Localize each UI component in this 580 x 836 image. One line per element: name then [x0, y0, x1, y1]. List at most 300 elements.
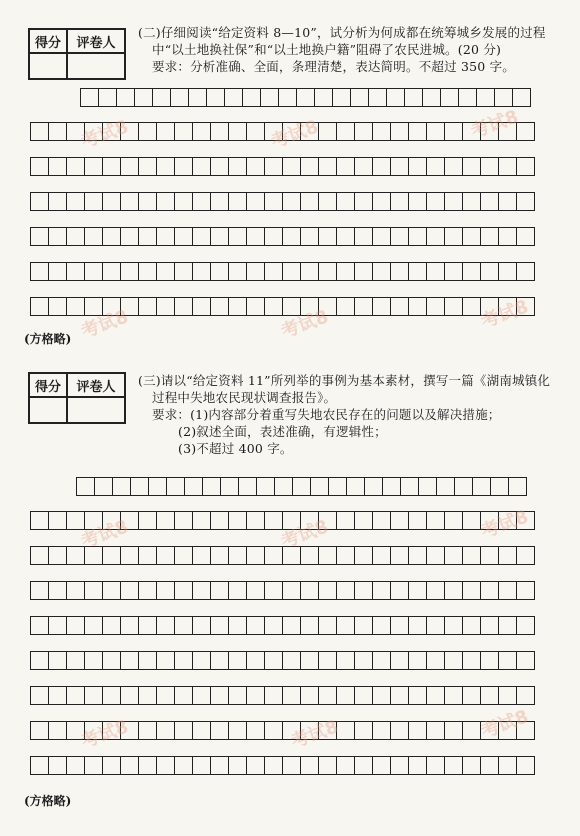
grid-cell[interactable] [246, 686, 265, 705]
grid-cell[interactable] [174, 262, 193, 281]
grid-cell[interactable] [102, 546, 121, 565]
grid-cell[interactable] [202, 477, 221, 496]
grid-cell[interactable] [516, 511, 535, 530]
grid-cell[interactable] [336, 616, 355, 635]
grid-cell[interactable] [174, 511, 193, 530]
grid-row[interactable] [76, 477, 526, 496]
grid-cell[interactable] [336, 756, 355, 775]
grid-cell[interactable] [66, 227, 85, 246]
grid-cell[interactable] [228, 511, 247, 530]
grid-cell[interactable] [408, 616, 427, 635]
grid-cell[interactable] [390, 227, 409, 246]
grid-cell[interactable] [84, 122, 103, 141]
grid-cell[interactable] [336, 581, 355, 600]
grid-cell[interactable] [120, 581, 139, 600]
grid-cell[interactable] [30, 192, 49, 211]
grid-cell[interactable] [498, 227, 517, 246]
grid-cell[interactable] [156, 122, 175, 141]
grid-cell[interactable] [282, 616, 301, 635]
grid-cell[interactable] [516, 122, 535, 141]
grid-cell[interactable] [84, 297, 103, 316]
grid-cell[interactable] [228, 262, 247, 281]
grid-cell[interactable] [318, 546, 337, 565]
grid-cell[interactable] [354, 686, 373, 705]
grid-cell[interactable] [282, 721, 301, 740]
grid-cell[interactable] [84, 686, 103, 705]
grid-cell[interactable] [328, 477, 347, 496]
grid-row[interactable] [30, 581, 534, 600]
grid-cell[interactable] [372, 297, 391, 316]
grid-cell[interactable] [300, 546, 319, 565]
grid-cell[interactable] [498, 297, 517, 316]
grid-cell[interactable] [462, 227, 481, 246]
grid-cell[interactable] [336, 686, 355, 705]
grid-cell[interactable] [210, 546, 229, 565]
grid-cell[interactable] [260, 88, 279, 107]
grid-cell[interactable] [174, 546, 193, 565]
grid-cell[interactable] [228, 157, 247, 176]
grid-cell[interactable] [228, 227, 247, 246]
grid-cell[interactable] [48, 581, 67, 600]
grid-cell[interactable] [102, 227, 121, 246]
grid-cell[interactable] [480, 686, 499, 705]
grid-cell[interactable] [408, 192, 427, 211]
grid-cell[interactable] [138, 756, 157, 775]
grid-cell[interactable] [30, 122, 49, 141]
grid-cell[interactable] [408, 122, 427, 141]
grid-cell[interactable] [444, 192, 463, 211]
grid-cell[interactable] [48, 756, 67, 775]
grid-cell[interactable] [498, 192, 517, 211]
grid-cell[interactable] [426, 262, 445, 281]
grid-cell[interactable] [408, 581, 427, 600]
grid-cell[interactable] [418, 477, 437, 496]
q2-score-cell[interactable] [29, 53, 67, 79]
grid-cell[interactable] [30, 157, 49, 176]
grid-cell[interactable] [84, 511, 103, 530]
grid-cell[interactable] [426, 546, 445, 565]
grid-cell[interactable] [390, 122, 409, 141]
grid-cell[interactable] [102, 686, 121, 705]
grid-cell[interactable] [332, 88, 351, 107]
grid-cell[interactable] [472, 477, 491, 496]
grid-cell[interactable] [318, 192, 337, 211]
grid-row[interactable] [30, 262, 534, 281]
grid-cell[interactable] [156, 616, 175, 635]
grid-cell[interactable] [516, 686, 535, 705]
grid-cell[interactable] [368, 88, 387, 107]
grid-cell[interactable] [102, 511, 121, 530]
grid-cell[interactable] [48, 122, 67, 141]
grid-cell[interactable] [318, 616, 337, 635]
grid-cell[interactable] [102, 651, 121, 670]
q3-grader-cell[interactable] [67, 397, 125, 423]
grid-cell[interactable] [156, 192, 175, 211]
grid-cell[interactable] [246, 546, 265, 565]
grid-cell[interactable] [318, 122, 337, 141]
grid-cell[interactable] [76, 477, 95, 496]
grid-cell[interactable] [246, 756, 265, 775]
grid-cell[interactable] [156, 686, 175, 705]
grid-cell[interactable] [372, 227, 391, 246]
grid-cell[interactable] [426, 227, 445, 246]
grid-row[interactable] [30, 297, 534, 316]
grid-cell[interactable] [264, 616, 283, 635]
grid-cell[interactable] [66, 262, 85, 281]
grid-cell[interactable] [444, 616, 463, 635]
grid-cell[interactable] [300, 756, 319, 775]
grid-cell[interactable] [480, 651, 499, 670]
grid-cell[interactable] [246, 157, 265, 176]
grid-cell[interactable] [156, 651, 175, 670]
grid-cell[interactable] [318, 262, 337, 281]
grid-cell[interactable] [48, 651, 67, 670]
grid-cell[interactable] [282, 157, 301, 176]
grid-cell[interactable] [444, 227, 463, 246]
grid-cell[interactable] [138, 192, 157, 211]
grid-cell[interactable] [30, 756, 49, 775]
grid-cell[interactable] [462, 157, 481, 176]
grid-cell[interactable] [516, 546, 535, 565]
grid-cell[interactable] [390, 192, 409, 211]
grid-cell[interactable] [476, 88, 495, 107]
grid-cell[interactable] [246, 192, 265, 211]
grid-cell[interactable] [192, 686, 211, 705]
grid-cell[interactable] [138, 511, 157, 530]
grid-cell[interactable] [350, 88, 369, 107]
grid-cell[interactable] [444, 686, 463, 705]
grid-cell[interactable] [354, 297, 373, 316]
grid-cell[interactable] [480, 122, 499, 141]
grid-cell[interactable] [372, 756, 391, 775]
grid-cell[interactable] [444, 262, 463, 281]
grid-cell[interactable] [264, 581, 283, 600]
grid-cell[interactable] [102, 262, 121, 281]
grid-cell[interactable] [300, 157, 319, 176]
grid-row[interactable] [30, 721, 534, 740]
grid-cell[interactable] [102, 756, 121, 775]
grid-cell[interactable] [336, 122, 355, 141]
grid-cell[interactable] [192, 227, 211, 246]
grid-cell[interactable] [354, 581, 373, 600]
grid-cell[interactable] [210, 262, 229, 281]
grid-cell[interactable] [138, 297, 157, 316]
grid-cell[interactable] [264, 192, 283, 211]
grid-cell[interactable] [498, 756, 517, 775]
grid-cell[interactable] [372, 616, 391, 635]
grid-cell[interactable] [66, 192, 85, 211]
grid-cell[interactable] [498, 157, 517, 176]
grid-cell[interactable] [242, 88, 261, 107]
grid-cell[interactable] [48, 157, 67, 176]
grid-cell[interactable] [408, 686, 427, 705]
grid-cell[interactable] [390, 721, 409, 740]
grid-cell[interactable] [372, 122, 391, 141]
grid-cell[interactable] [156, 297, 175, 316]
grid-cell[interactable] [408, 157, 427, 176]
grid-row[interactable] [30, 686, 534, 705]
grid-cell[interactable] [66, 122, 85, 141]
grid-cell[interactable] [84, 721, 103, 740]
grid-cell[interactable] [48, 297, 67, 316]
grid-cell[interactable] [174, 686, 193, 705]
grid-cell[interactable] [372, 262, 391, 281]
grid-cell[interactable] [346, 477, 365, 496]
grid-cell[interactable] [246, 651, 265, 670]
grid-cell[interactable] [372, 581, 391, 600]
grid-cell[interactable] [436, 477, 455, 496]
grid-cell[interactable] [228, 297, 247, 316]
grid-cell[interactable] [318, 227, 337, 246]
grid-cell[interactable] [192, 651, 211, 670]
grid-cell[interactable] [84, 262, 103, 281]
grid-cell[interactable] [102, 616, 121, 635]
grid-cell[interactable] [138, 581, 157, 600]
grid-cell[interactable] [462, 546, 481, 565]
grid-cell[interactable] [282, 651, 301, 670]
grid-cell[interactable] [246, 616, 265, 635]
grid-cell[interactable] [300, 581, 319, 600]
grid-cell[interactable] [48, 616, 67, 635]
grid-cell[interactable] [192, 122, 211, 141]
grid-cell[interactable] [120, 756, 139, 775]
grid-cell[interactable] [426, 581, 445, 600]
grid-row[interactable] [30, 157, 534, 176]
grid-cell[interactable] [30, 546, 49, 565]
grid-cell[interactable] [102, 122, 121, 141]
grid-cell[interactable] [390, 297, 409, 316]
grid-cell[interactable] [458, 88, 477, 107]
grid-cell[interactable] [102, 157, 121, 176]
grid-cell[interactable] [408, 651, 427, 670]
grid-cell[interactable] [336, 546, 355, 565]
grid-cell[interactable] [192, 511, 211, 530]
grid-cell[interactable] [462, 511, 481, 530]
grid-cell[interactable] [246, 262, 265, 281]
grid-cell[interactable] [300, 651, 319, 670]
grid-cell[interactable] [192, 581, 211, 600]
grid-cell[interactable] [210, 616, 229, 635]
grid-cell[interactable] [188, 88, 207, 107]
grid-cell[interactable] [120, 616, 139, 635]
grid-cell[interactable] [336, 297, 355, 316]
grid-cell[interactable] [278, 88, 297, 107]
grid-cell[interactable] [264, 511, 283, 530]
grid-cell[interactable] [228, 581, 247, 600]
grid-cell[interactable] [228, 756, 247, 775]
grid-cell[interactable] [336, 227, 355, 246]
grid-cell[interactable] [138, 546, 157, 565]
grid-cell[interactable] [282, 297, 301, 316]
grid-cell[interactable] [174, 157, 193, 176]
grid-cell[interactable] [300, 616, 319, 635]
grid-row[interactable] [30, 616, 534, 635]
grid-cell[interactable] [408, 227, 427, 246]
grid-cell[interactable] [264, 297, 283, 316]
grid-cell[interactable] [84, 192, 103, 211]
grid-cell[interactable] [426, 122, 445, 141]
grid-cell[interactable] [498, 686, 517, 705]
grid-cell[interactable] [174, 581, 193, 600]
grid-cell[interactable] [336, 157, 355, 176]
grid-cell[interactable] [174, 122, 193, 141]
grid-cell[interactable] [192, 157, 211, 176]
grid-cell[interactable] [48, 192, 67, 211]
grid-cell[interactable] [444, 122, 463, 141]
grid-cell[interactable] [480, 511, 499, 530]
grid-cell[interactable] [296, 88, 315, 107]
grid-cell[interactable] [516, 721, 535, 740]
grid-cell[interactable] [174, 227, 193, 246]
grid-cell[interactable] [444, 297, 463, 316]
grid-cell[interactable] [354, 262, 373, 281]
grid-cell[interactable] [426, 297, 445, 316]
grid-cell[interactable] [444, 721, 463, 740]
grid-cell[interactable] [300, 297, 319, 316]
grid-cell[interactable] [318, 721, 337, 740]
grid-cell[interactable] [138, 651, 157, 670]
grid-cell[interactable] [66, 756, 85, 775]
grid-cell[interactable] [102, 192, 121, 211]
grid-cell[interactable] [156, 756, 175, 775]
grid-cell[interactable] [282, 262, 301, 281]
grid-cell[interactable] [84, 546, 103, 565]
grid-cell[interactable] [480, 192, 499, 211]
grid-cell[interactable] [516, 192, 535, 211]
grid-cell[interactable] [120, 157, 139, 176]
grid-cell[interactable] [48, 721, 67, 740]
grid-cell[interactable] [426, 756, 445, 775]
grid-cell[interactable] [508, 477, 527, 496]
grid-cell[interactable] [318, 581, 337, 600]
grid-cell[interactable] [354, 721, 373, 740]
grid-cell[interactable] [498, 651, 517, 670]
grid-cell[interactable] [120, 262, 139, 281]
grid-cell[interactable] [282, 511, 301, 530]
grid-cell[interactable] [84, 581, 103, 600]
grid-cell[interactable] [498, 511, 517, 530]
grid-cell[interactable] [174, 756, 193, 775]
grid-cell[interactable] [130, 477, 149, 496]
grid-cell[interactable] [454, 477, 473, 496]
grid-cell[interactable] [264, 546, 283, 565]
grid-cell[interactable] [516, 616, 535, 635]
grid-cell[interactable] [174, 192, 193, 211]
grid-cell[interactable] [354, 756, 373, 775]
grid-cell[interactable] [318, 686, 337, 705]
grid-cell[interactable] [138, 262, 157, 281]
grid-cell[interactable] [422, 88, 441, 107]
grid-cell[interactable] [238, 477, 257, 496]
grid-cell[interactable] [498, 721, 517, 740]
grid-cell[interactable] [354, 546, 373, 565]
grid-cell[interactable] [390, 581, 409, 600]
grid-row[interactable] [30, 192, 534, 211]
grid-cell[interactable] [354, 227, 373, 246]
grid-cell[interactable] [426, 616, 445, 635]
grid-cell[interactable] [516, 297, 535, 316]
grid-cell[interactable] [498, 581, 517, 600]
grid-cell[interactable] [264, 756, 283, 775]
grid-cell[interactable] [426, 511, 445, 530]
grid-cell[interactable] [462, 651, 481, 670]
grid-cell[interactable] [170, 88, 189, 107]
grid-cell[interactable] [282, 686, 301, 705]
grid-cell[interactable] [336, 651, 355, 670]
grid-cell[interactable] [138, 227, 157, 246]
grid-cell[interactable] [498, 122, 517, 141]
grid-cell[interactable] [382, 477, 401, 496]
grid-cell[interactable] [310, 477, 329, 496]
grid-cell[interactable] [224, 88, 243, 107]
grid-cell[interactable] [66, 721, 85, 740]
grid-cell[interactable] [498, 616, 517, 635]
grid-cell[interactable] [318, 756, 337, 775]
grid-cell[interactable] [102, 581, 121, 600]
grid-cell[interactable] [246, 721, 265, 740]
grid-cell[interactable] [462, 262, 481, 281]
grid-cell[interactable] [292, 477, 311, 496]
grid-cell[interactable] [444, 511, 463, 530]
grid-cell[interactable] [480, 616, 499, 635]
grid-cell[interactable] [120, 511, 139, 530]
grid-cell[interactable] [148, 477, 167, 496]
grid-cell[interactable] [30, 581, 49, 600]
grid-cell[interactable] [102, 721, 121, 740]
grid-cell[interactable] [354, 511, 373, 530]
grid-row[interactable] [30, 511, 534, 530]
grid-cell[interactable] [84, 157, 103, 176]
grid-cell[interactable] [390, 756, 409, 775]
grid-cell[interactable] [516, 756, 535, 775]
grid-cell[interactable] [48, 227, 67, 246]
grid-cell[interactable] [120, 192, 139, 211]
grid-cell[interactable] [480, 546, 499, 565]
grid-cell[interactable] [116, 88, 135, 107]
grid-cell[interactable] [210, 686, 229, 705]
grid-cell[interactable] [192, 546, 211, 565]
grid-cell[interactable] [390, 511, 409, 530]
grid-cell[interactable] [282, 756, 301, 775]
grid-cell[interactable] [364, 477, 383, 496]
grid-cell[interactable] [30, 511, 49, 530]
grid-cell[interactable] [498, 546, 517, 565]
grid-cell[interactable] [336, 511, 355, 530]
grid-cell[interactable] [372, 546, 391, 565]
grid-cell[interactable] [30, 616, 49, 635]
grid-cell[interactable] [490, 477, 509, 496]
grid-cell[interactable] [210, 721, 229, 740]
grid-cell[interactable] [246, 511, 265, 530]
grid-cell[interactable] [192, 756, 211, 775]
grid-cell[interactable] [210, 651, 229, 670]
grid-cell[interactable] [156, 546, 175, 565]
grid-cell[interactable] [264, 122, 283, 141]
grid-cell[interactable] [408, 721, 427, 740]
grid-cell[interactable] [462, 297, 481, 316]
grid-cell[interactable] [274, 477, 293, 496]
grid-cell[interactable] [462, 192, 481, 211]
grid-cell[interactable] [372, 721, 391, 740]
grid-cell[interactable] [228, 686, 247, 705]
grid-cell[interactable] [156, 227, 175, 246]
grid-cell[interactable] [480, 227, 499, 246]
grid-cell[interactable] [84, 756, 103, 775]
grid-cell[interactable] [300, 686, 319, 705]
grid-cell[interactable] [246, 122, 265, 141]
grid-cell[interactable] [386, 88, 405, 107]
grid-cell[interactable] [462, 721, 481, 740]
